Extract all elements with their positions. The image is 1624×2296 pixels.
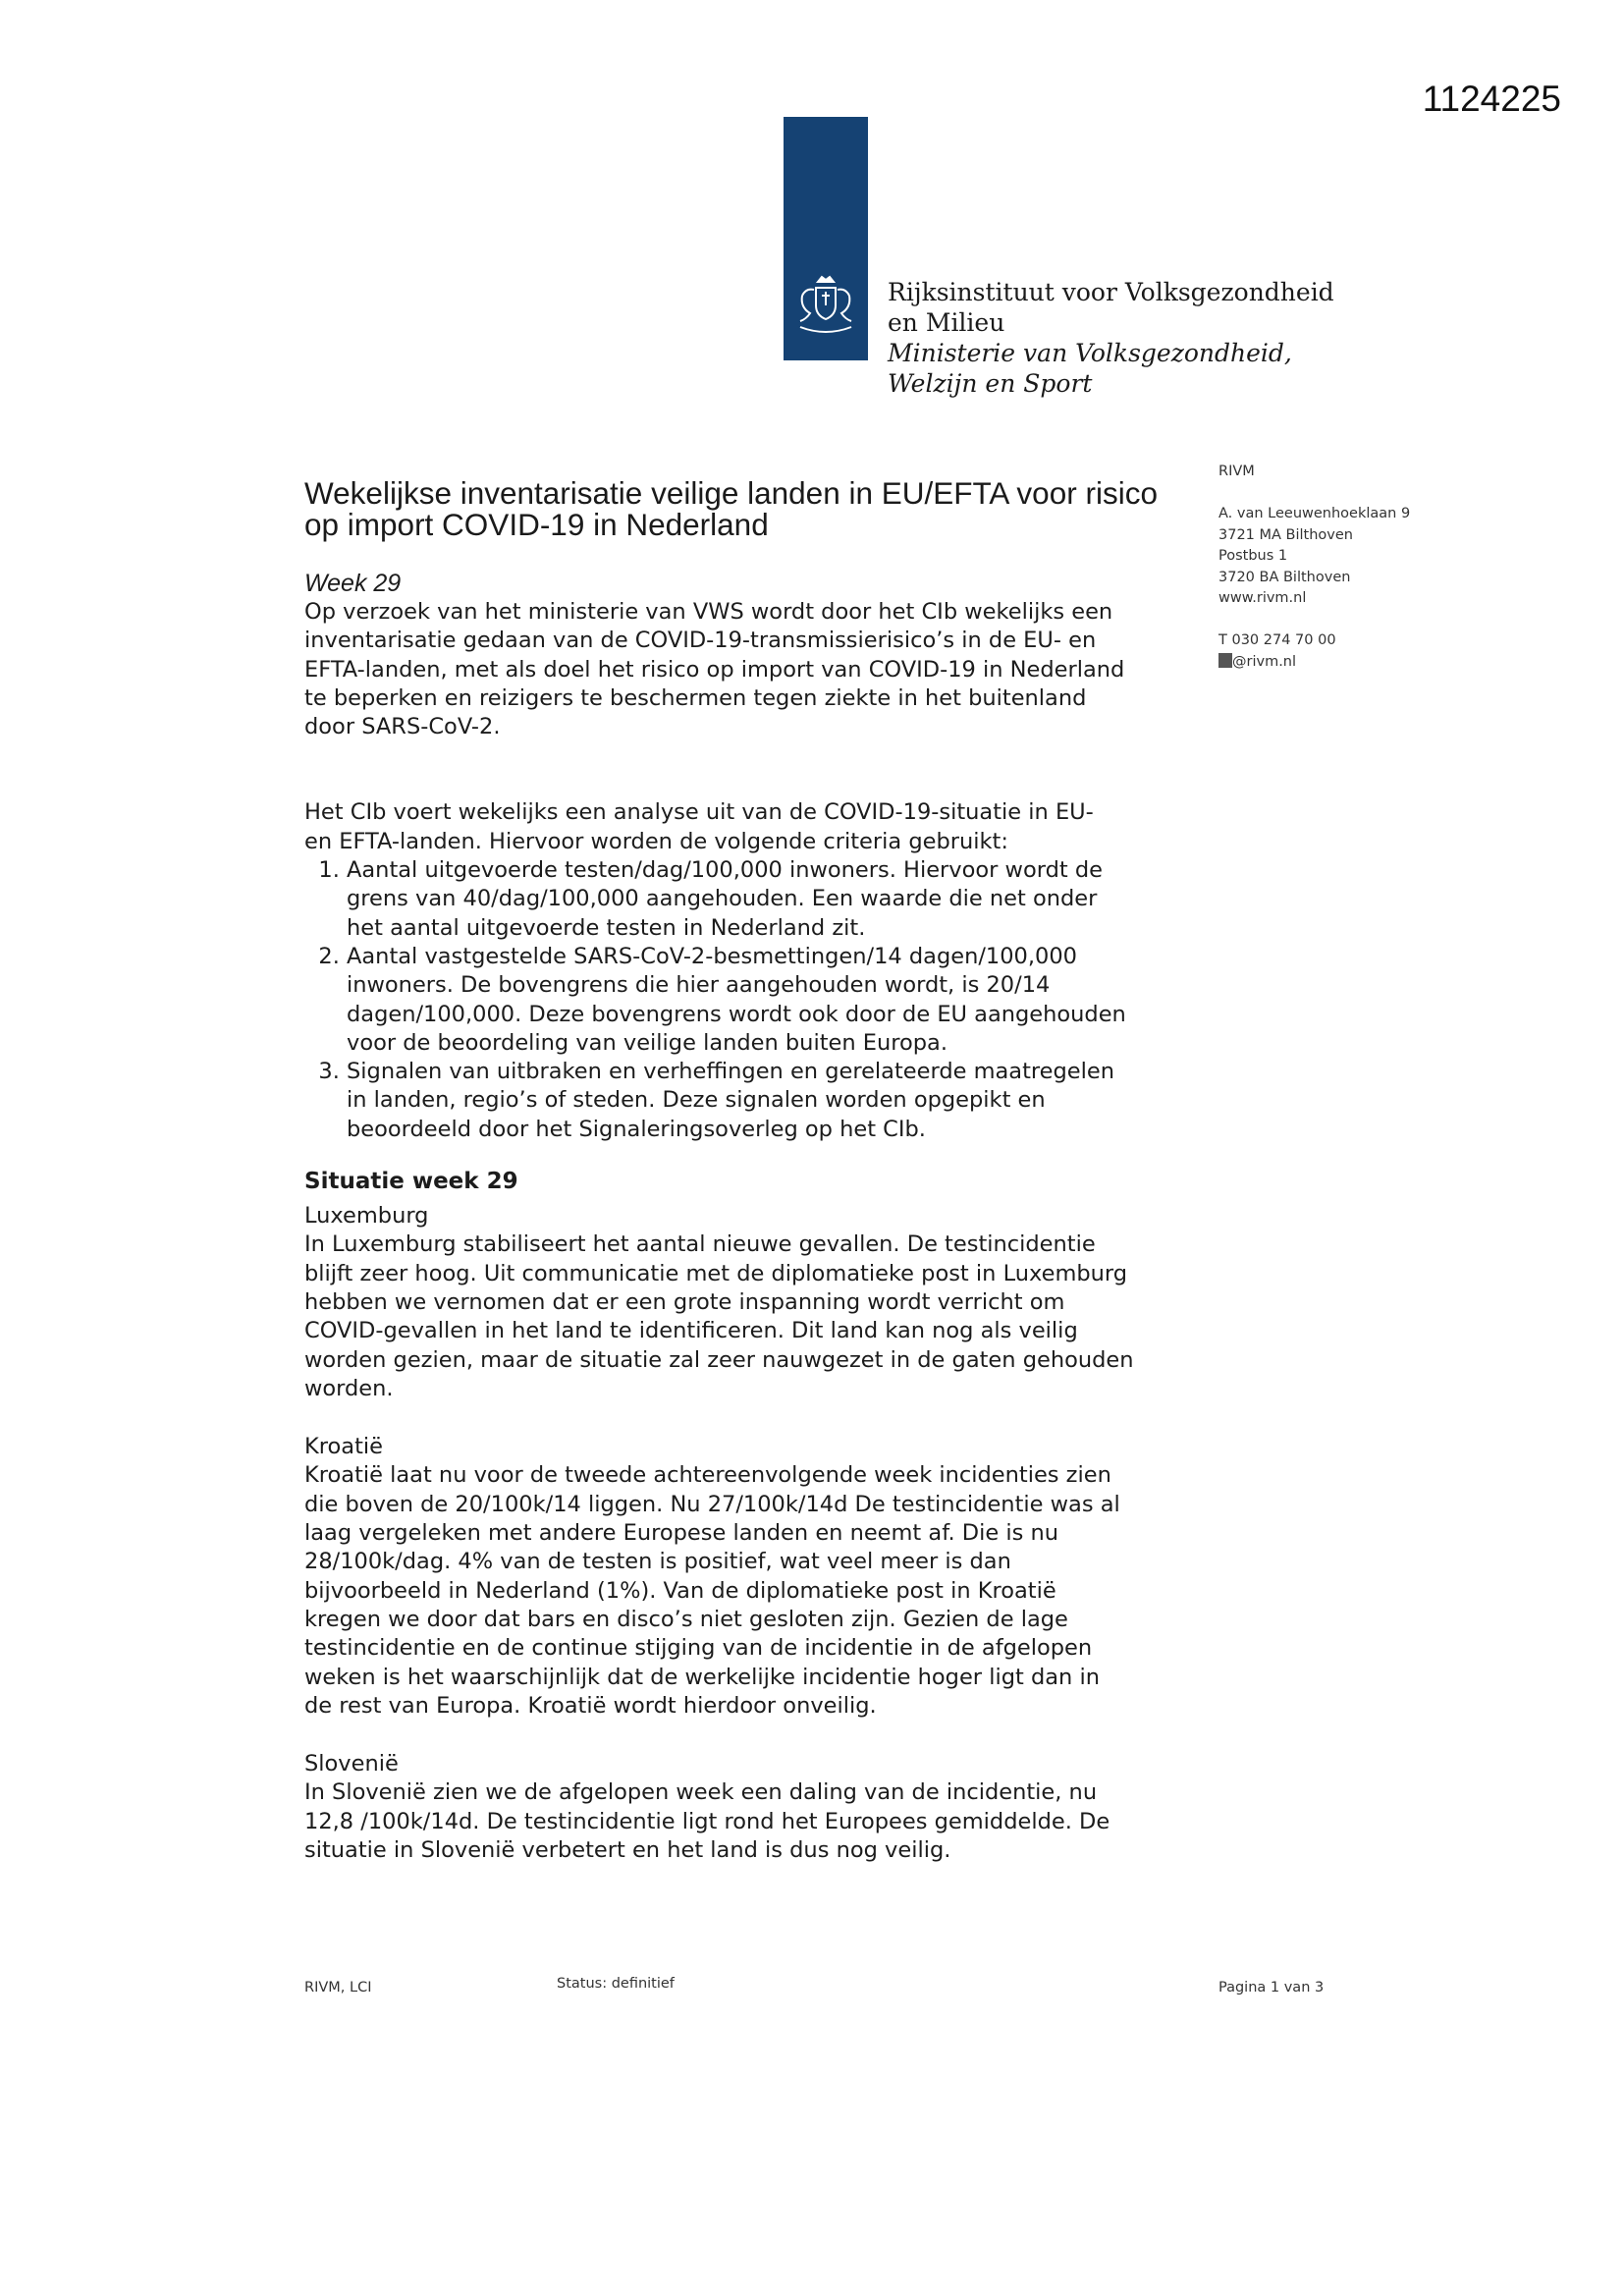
country-section-kroatie (304, 1433, 1198, 1721)
criteria-line: 3. Signalen van uitbraken en verheffingen en gerelateerde maatregelen (347, 1059, 1114, 1085)
criteria-line: 2. Aantal vastgestelde SARS-CoV-2-besmettingen/14 dagen/100,000 (347, 943, 1077, 969)
document-title (304, 477, 1198, 540)
analysis-line: Het CIb voert wekelijks een analyse uit van de COVID-19-situatie in EU- (304, 799, 1094, 826)
criteria-line: inwoners. De bovengrens die hier aangehouden wordt, is 20/14 (347, 972, 1051, 999)
criteria-line: voor de beoordeling van veilige landen buiten Europa. (347, 1029, 947, 1056)
analysis-paragraph (304, 798, 1198, 856)
intro-line: door SARS-CoV-2. (304, 714, 501, 740)
country-section-luxemburg (304, 1202, 1198, 1403)
ministry-line: Welzijn en Sport (888, 369, 1093, 398)
country-line: bijvoorbeeld in Nederland (1%). Van de diplomatieke post in Kroatië (304, 1577, 1056, 1604)
country-line: Kroatië laat nu voor de tweede achtereenvolgende week incidenties zien (304, 1462, 1111, 1489)
country-line: 28/100k/dag. 4% van de testen is positief, wat veel meer is dan (304, 1549, 1011, 1575)
title-line: Wekelijkse inventarisatie veilige landen in EU/EFTA voor risico (304, 475, 1158, 511)
email-suffix: @rivm.nl (1232, 653, 1297, 670)
country-name: Kroatië (304, 1434, 383, 1460)
phone-number: T 030 274 70 00 (1218, 632, 1336, 648)
country-name: Luxemburg (304, 1203, 429, 1230)
email-address[interactable] (1218, 652, 1410, 674)
sender-address-block (1218, 462, 1410, 673)
country-line: worden. (304, 1375, 394, 1401)
country-line: In Slovenië zien we de afgelopen week een daling van de incidentie, nu (304, 1779, 1098, 1806)
intro-line: EFTA-landen, met als doel het risico op import van COVID-19 in Nederland (304, 656, 1125, 683)
country-line: weken is het waarschijnlijk dat de werkelijke incidentie hoger ligt dan in (304, 1664, 1100, 1690)
rijksoverheid-logo (784, 117, 868, 360)
country-name: Slovenië (304, 1751, 399, 1777)
week-label: Week 29 (304, 570, 402, 597)
title-line: op import COVID-19 in Nederland (304, 507, 769, 542)
intro-line: inventarisatie gedaan van de COVID-19-transmissierisico’s in de EU- en (304, 628, 1097, 654)
country-line: testincidentie en de continue stijging van de incidentie in de afgelopen (304, 1635, 1093, 1662)
ministry-line: Ministerie van Volksgezondheid, (888, 339, 1292, 367)
criteria-line: grens van 40/dag/100,000 aangehouden. Een waarde die net onder (347, 886, 1098, 912)
criteria-line: het aantal uitgevoerde testen in Nederland zit. (347, 914, 866, 941)
criteria-item (347, 856, 1198, 943)
footer-source: RIVM, LCI (304, 1980, 372, 1995)
country-line: kregen we door dat bars en disco’s niet gesloten zijn. Gezien de lage (304, 1606, 1068, 1632)
document-body (304, 477, 1198, 1894)
org-line: Rijksinstituut voor Volksgezondheid (888, 278, 1334, 306)
country-line: 12,8 /100k/14d. De testincidentie ligt rond het Europees gemiddelde. De (304, 1808, 1110, 1834)
criteria-item (347, 1058, 1198, 1144)
website-link[interactable]: www.rivm.nl (1218, 590, 1307, 606)
analysis-line: en EFTA-landen. Hiervoor worden de volgende criteria gebruikt: (304, 828, 1008, 854)
criteria-list (304, 856, 1198, 1144)
address-line: 3721 MA Bilthoven (1218, 526, 1353, 543)
country-line: In Luxemburg stabiliseert het aantal nieuwe gevallen. De testincidentie (304, 1231, 1096, 1258)
criteria-line: dagen/100,000. Deze bovengrens wordt ook door de EU aangehouden (347, 1001, 1126, 1027)
criteria-line: 1. Aantal uitgevoerde testen/dag/100,000 inwoners. Hiervoor wordt de (347, 857, 1103, 884)
section-heading: Situatie week 29 (304, 1169, 518, 1195)
country-line: blijft zeer hoog. Uit communicatie met de diplomatieke post in Luxemburg (304, 1260, 1128, 1286)
country-line: worden gezien, maar de situatie zal zeer nauwgezet in de gaten gehouden (304, 1346, 1134, 1373)
document-number: 1124225 (1422, 79, 1561, 119)
redaction-mark (1218, 653, 1232, 668)
address-line: A. van Leeuwenhoeklaan 9 (1218, 506, 1411, 521)
intro-line: Op verzoek van het ministerie van VWS wordt door het CIb wekelijks een (304, 599, 1113, 625)
country-line: situatie in Slovenië verbetert en het land is dus nog veilig. (304, 1836, 951, 1863)
crest-icon (792, 274, 859, 337)
address-line: 3720 BA Bilthoven (1218, 569, 1351, 585)
org-line: en Milieu (888, 308, 1005, 337)
intro-line: te beperken en reizigers te beschermen tegen ziekte in het buitenland (304, 684, 1087, 711)
country-line: hebben we vernomen dat er een grote inspanning wordt verricht om (304, 1288, 1065, 1315)
footer-page-number: Pagina 1 van 3 (1218, 1980, 1325, 1995)
address-line: Postbus 1 (1218, 548, 1288, 564)
footer-status: Status: definitief (557, 1976, 675, 1992)
country-line: COVID-gevallen in het land te identificeren. Dit land kan nog als veilig (304, 1318, 1078, 1344)
sender-org: RIVM (1218, 464, 1255, 479)
criteria-line: beoordeeld door het Signaleringsoverleg op het CIb. (347, 1116, 926, 1142)
criteria-line: in landen, regio’s of steden. Deze signalen worden opgepikt en (347, 1087, 1046, 1114)
organisation-name (888, 277, 1334, 399)
criteria-item (347, 943, 1198, 1058)
country-line: die boven de 20/100k/14 liggen. Nu 27/100k/14d De testincidentie was al (304, 1491, 1120, 1517)
country-section-slovenie (304, 1750, 1198, 1865)
intro-paragraph (304, 598, 1198, 741)
country-line: laag vergeleken met andere Europese landen en neemt af. Die is nu (304, 1520, 1058, 1547)
country-line: de rest van Europa. Kroatië wordt hierdoor onveilig. (304, 1692, 877, 1719)
